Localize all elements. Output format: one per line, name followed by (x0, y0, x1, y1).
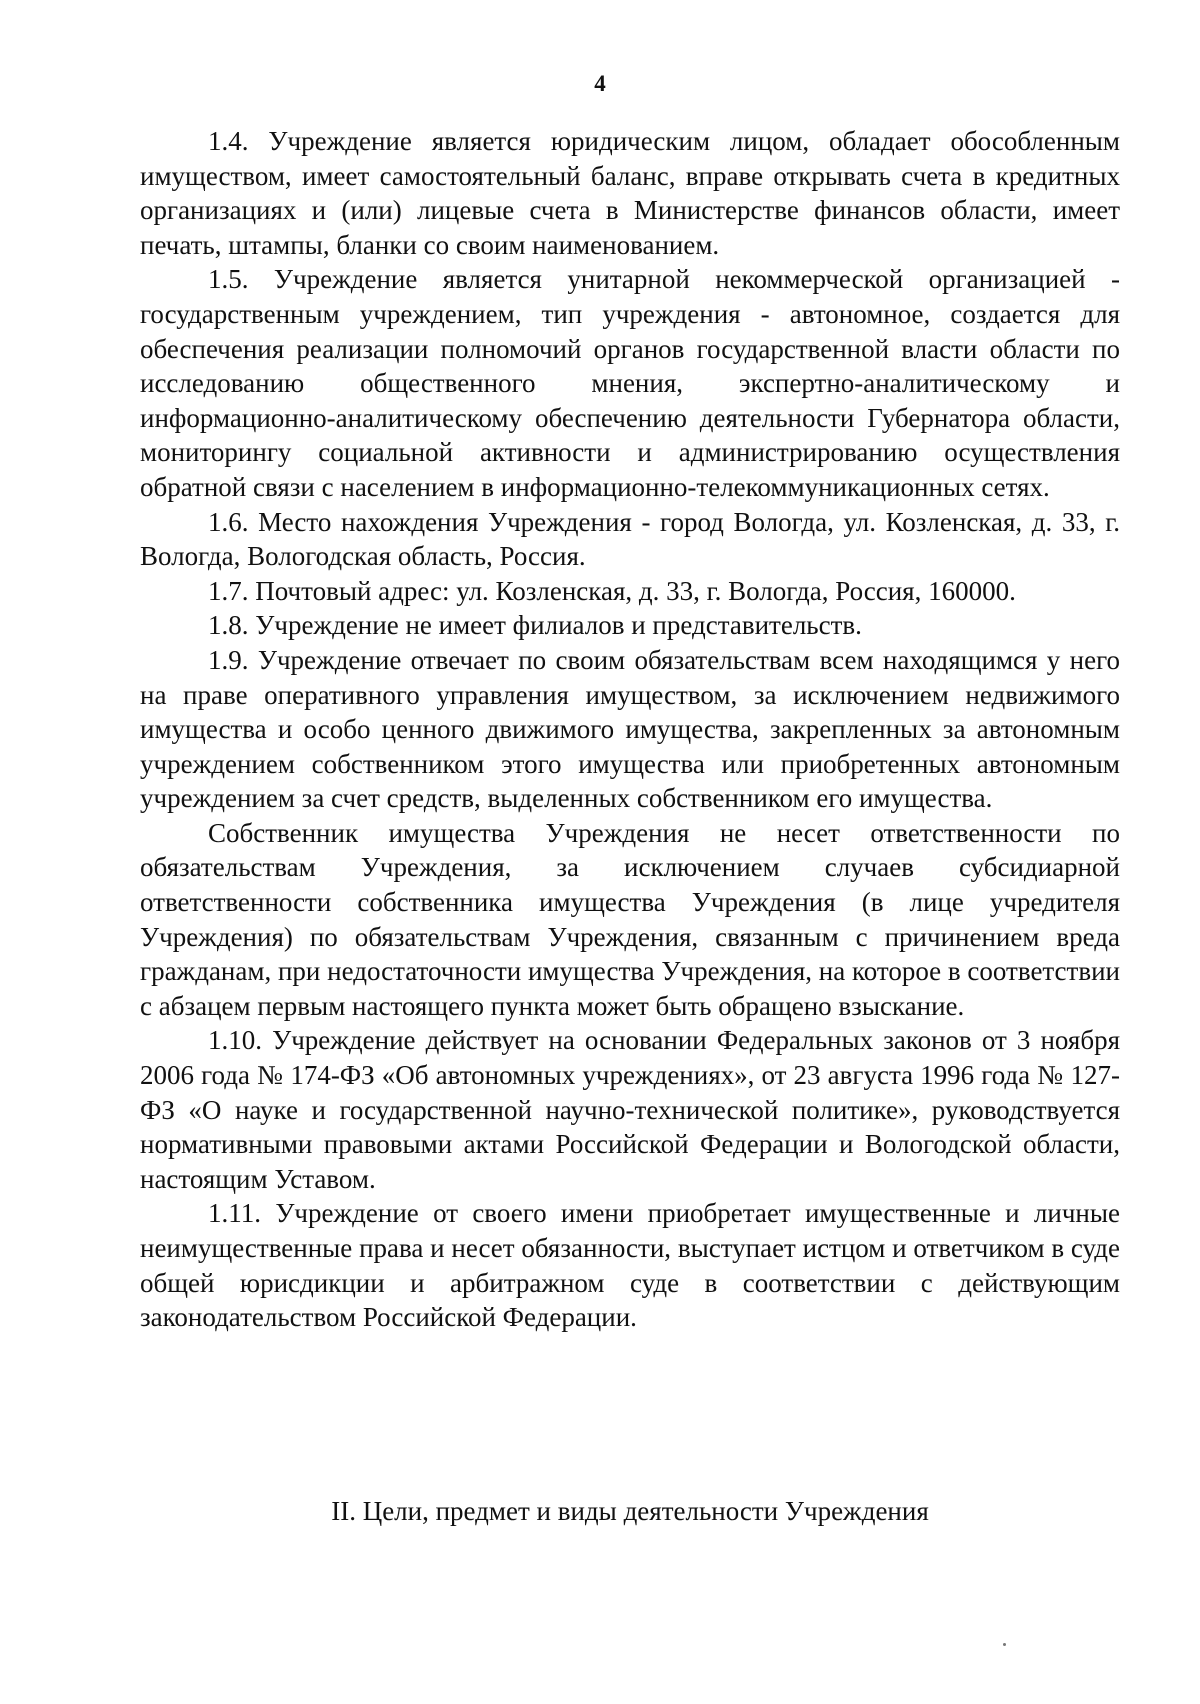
paragraph-1-4: 1.4. Учреждение является юридическим лицом, обладает обособленным имуществом, имеет самостоятельный баланс, вправе открывать счета в кредитных организациях и (или) лицевые счета в Министерстве финансов области, имеет печать, штампы, бланки со своим наименованием. (140, 126, 1120, 260)
section-heading: II. Цели, предмет и виды деятельности Учреждения (331, 1496, 929, 1526)
scan-speck (1003, 1643, 1006, 1646)
paragraph-1-9-owner-liability: Собственник имущества Учреждения не несет ответственности по обязательствам Учреждения, за исключением случаев субсидиарной ответственности собственника имущества Учреждения (в лице учредителя Учреждения) по обязательствам Учреждения, связанным с причинением вреда гражданам, при недостаточности имущества Учреждения, на которое в соответствии с абзацем первым настоящего пункта может быть обращено взыскание. (140, 817, 1120, 1021)
paragraph-1-9: 1.9. Учреждение отвечает по своим обязательствам всем находящимся у него на праве оперативного управления имуществом, за исключением недвижимого имущества и особо ценного движимого имущества, закрепленных за автономным учреждением собственником этого имущества или приобретенных автономным учреждением за счет средств, выделенных собственником его имущества. (140, 644, 1120, 814)
paragraph-1-8: 1.8. Учреждение не имеет филиалов и представительств. (208, 610, 862, 641)
paragraph-1-5: 1.5. Учреждение является унитарной некоммерческой организацией - государственным учреждением, тип учреждения - автономное, создается для обеспечения реализации полномочий органов государственной власти области по исследованию общественного мнения, экспертно-аналитическому и информационно-аналитическому обеспечению деятельности Губернатора области, мониторингу социальной активности и администрированию осуществления обратной связи с населением в информационно-телекоммуникационных сетях. (140, 264, 1120, 502)
document-body (140, 124, 1120, 1335)
paragraph-1-7: 1.7. Почтовый адрес: ул. Козленская, д. 33, г. Вологда, Россия, 160000. (208, 575, 1016, 606)
paragraph-1-6: 1.6. Место нахождения Учреждения - город Вологда, ул. Козленская, д. 33, г. Вологда, Вологодская область, Россия. (140, 506, 1120, 572)
page-number: 4 (594, 71, 606, 96)
paragraph-1-11: 1.11. Учреждение от своего имени приобретает имущественные и личные неимущественные права и несет обязанности, выступает истцом и ответчиком в суде общей юрисдикции и арбитражном суде в соответствии с действующим законодательством Российской Федерации. (140, 1198, 1120, 1333)
paragraph-1-10: 1.10. Учреждение действует на основании Федеральных законов от 3 ноября 2006 года № 174-ФЗ «Об автономных учреждениях», от 23 августа 1996 года № 127-ФЗ «О науке и государственной научно-технической политике», руководствуется нормативными правовыми актами Российской Федерации и Вологодской области, настоящим Уставом. (140, 1025, 1120, 1194)
